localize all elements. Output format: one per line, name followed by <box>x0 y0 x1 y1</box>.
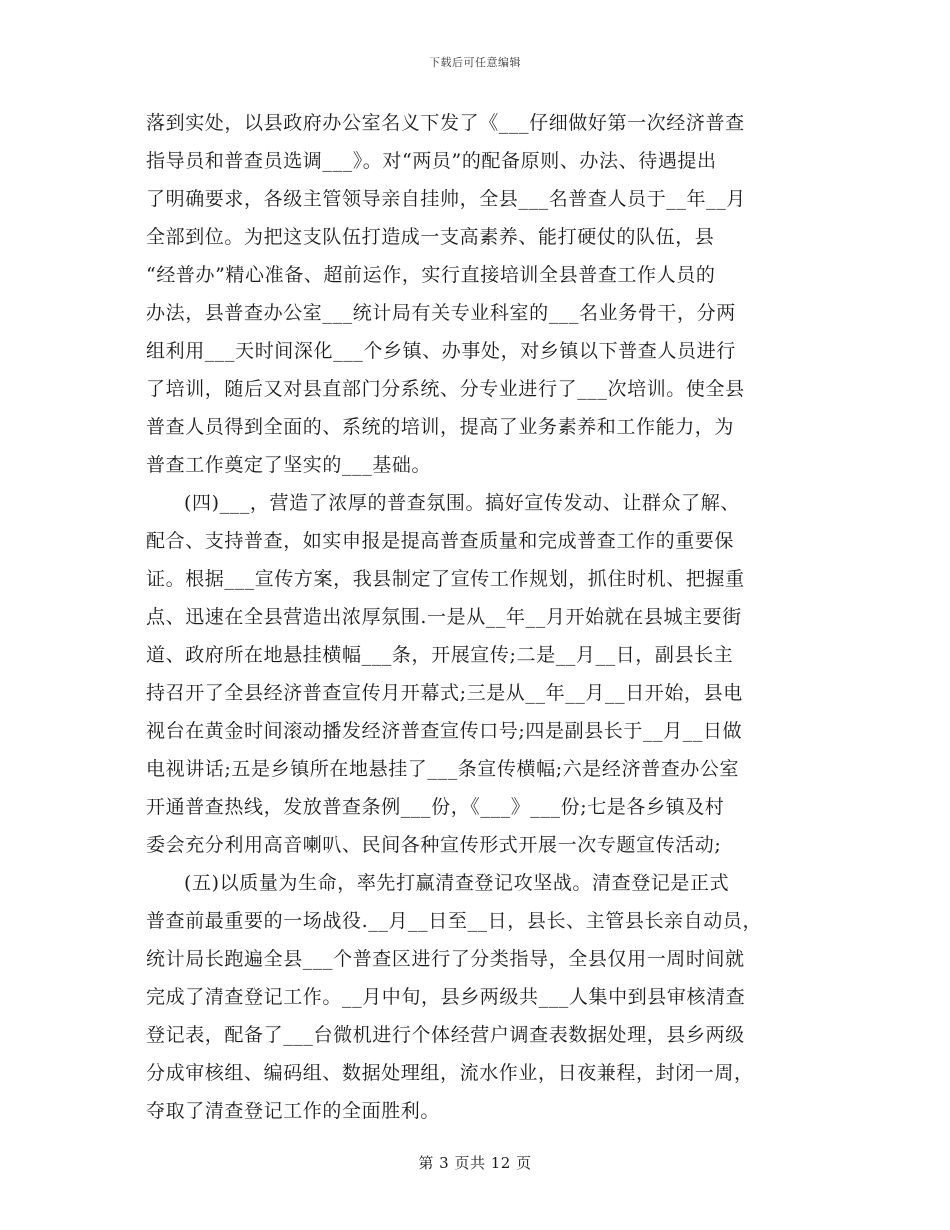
text-line: 点、迅速在全县营造出浓厚氛围.一是从__年__月开始就在县城主要街 <box>146 606 742 628</box>
text-line: 视台在黄金时间滚动播发经济普查宣传口号;四是副县长于__月__日做 <box>146 720 743 742</box>
text-line: 普查前最重要的一场战役.__月__日至__日，县长、主管县长亲自动员， <box>146 910 763 932</box>
page-number: 第 3 页共 12 页 <box>418 1154 532 1172</box>
text-line: 完成了清查登记工作。__月中旬，县乡两级共___人集中到县审核清查 <box>146 986 746 1008</box>
text-line: (四)___，营造了浓厚的普查氛围。搞好宣传发动、让群众了解、 <box>184 492 740 514</box>
text-line: 统计局长跑遍全县___个普查区进行了分类指导，全县仅用一周时间就 <box>146 948 745 970</box>
paragraph <box>146 484 814 864</box>
text-line: 了明确要求，各级主管领导亲自挂帅，全县___名普查人员于__年__月 <box>146 188 746 210</box>
text-line: 登记表，配备了___台微机进行个体经营户调查表数据处理，县乡两级 <box>146 1024 745 1046</box>
text-line: 夺取了清查登记工作的全面胜利。 <box>146 1100 441 1122</box>
text-line: (五)以质量为生命，率先打赢清查登记攻坚战。清查登记是正式 <box>184 872 730 894</box>
text-line: 普查人员得到全面的、系统的培训，提高了业务素养和工作能力，为 <box>146 416 735 438</box>
text-line: 普查工作奠定了坚实的___基础。 <box>146 454 432 476</box>
text-line: 了培训，随后又对县直部门分系统、分专业进行了___次培训。使全县 <box>146 378 745 400</box>
text-line: 落到实处，以县政府办公室名义下发了《___仔细做好第一次经济普查 <box>146 112 745 134</box>
text-line: “经普办”精心准备、超前运作，实行直接培训全县普查工作人员的 <box>146 264 716 286</box>
page-header: 下载后可任意编辑 <box>429 56 521 69</box>
paragraph <box>146 864 814 1130</box>
text-line: 委会充分利用高音喇叭、民间各种宣传形式开展一次专题宣传活动; <box>146 834 722 856</box>
text-line: 配合、支持普查，如实申报是提高普查质量和完成普查工作的重要保 <box>146 530 735 552</box>
text-line: 道、政府所在地悬挂横幅___条，开展宣传;二是__月__日，副县长主 <box>146 644 734 666</box>
text-line: 证。根据___宣传方案，我县制定了宣传工作规划，抓住时机、把握重 <box>146 568 745 590</box>
text-line: 指导员和普查员选调___》。对“两员”的配备原则、办法、待遇提出 <box>146 150 717 172</box>
text-line: 电视讲话;五是乡镇所在地悬挂了___条宣传横幅;六是经济普查办公室 <box>146 758 740 780</box>
text-line: 全部到位。为把这支队伍打造成一支高素养、能打硬仗的队伍，县 <box>146 226 715 248</box>
paragraph <box>146 104 814 484</box>
document-body <box>146 104 814 1130</box>
text-line: 分成审核组、编码组、数据处理组，流水作业，日夜兼程，封闭一周， <box>146 1062 754 1084</box>
text-line: 持召开了全县经济普查宣传月开幕式;三是从__年__月__日开始，县电 <box>146 682 743 704</box>
text-line: 组利用___天时间深化___个乡镇、办事处，对乡镇以下普查人员进行 <box>146 340 736 362</box>
text-line: 办法，县普查办公室___统计局有关专业科室的___名业务骨干，分两 <box>146 302 736 324</box>
text-line: 开通普查热线，发放普查条例___份，《___》___份;七是各乡镇及村 <box>146 796 725 818</box>
